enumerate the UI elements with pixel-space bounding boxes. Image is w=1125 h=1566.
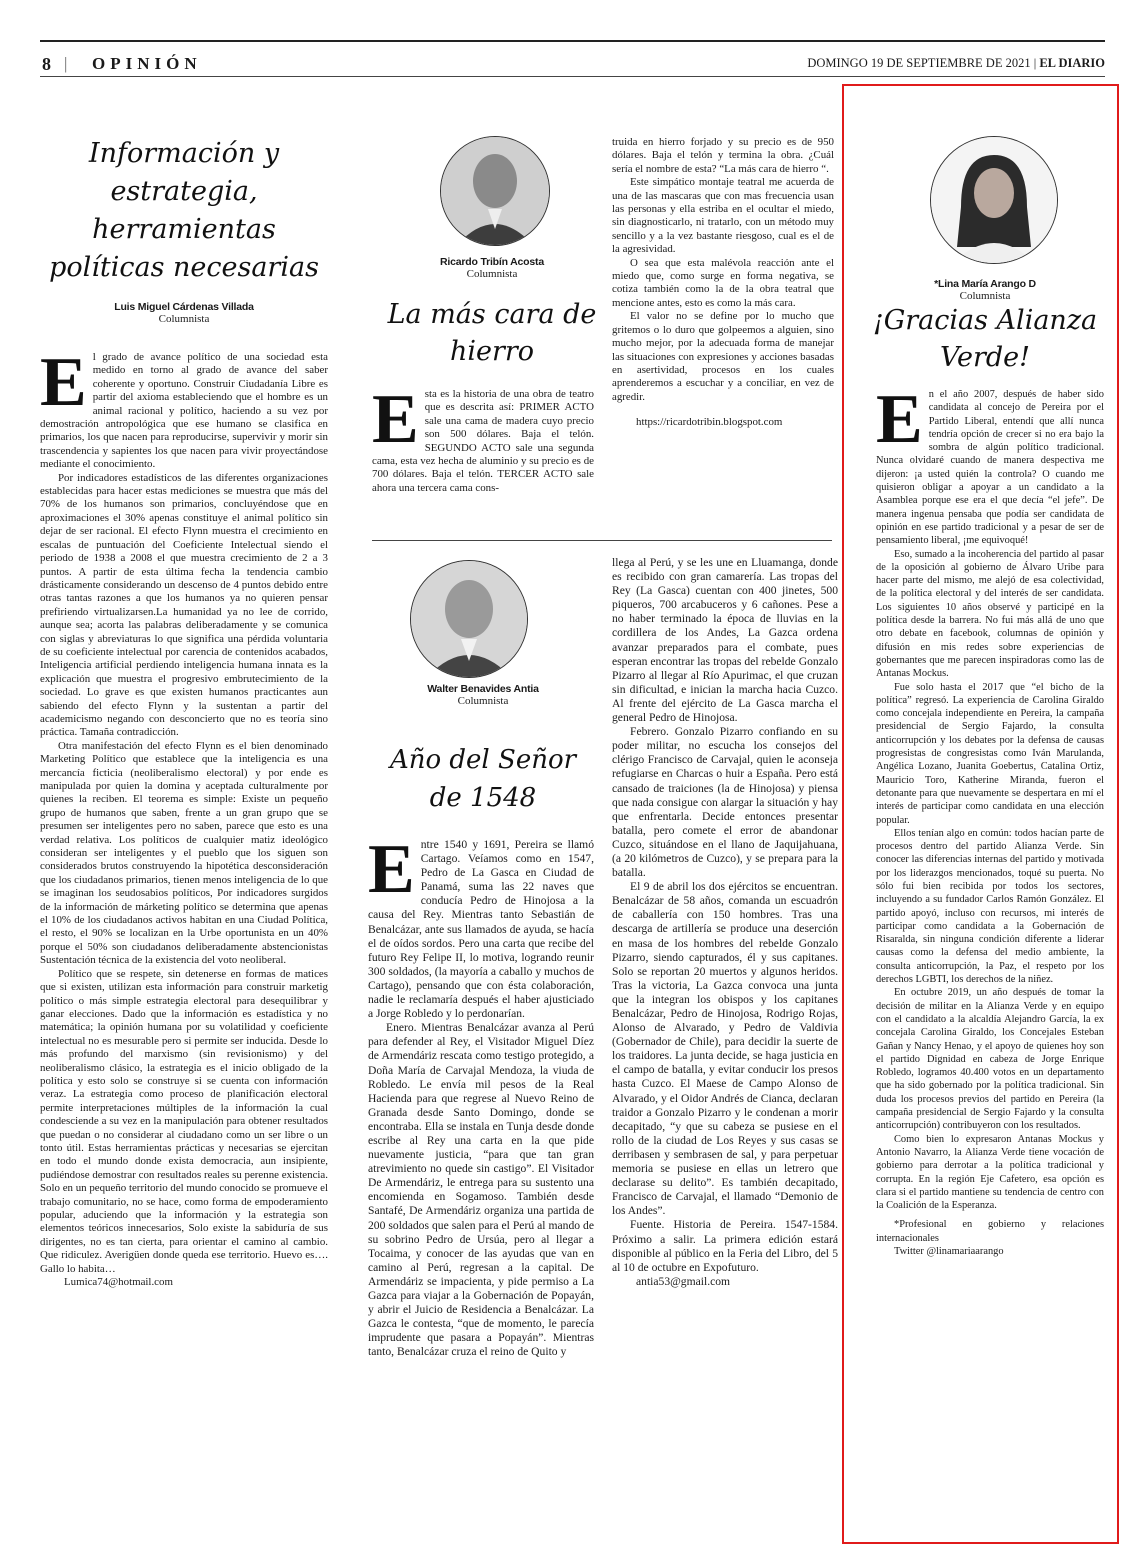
section-divider (372, 540, 832, 541)
masthead (40, 40, 1105, 77)
drop-cap: E (368, 831, 415, 908)
author-role: Columnista (466, 268, 518, 280)
article-paragraph: Por indicadores estadísticos de las diferentes organizaciones establecidas para hacer estas mediciones se muestra que más del 70% de los humanos son primarios, concluyéndose que en aproximaciones el 30% apenas constituye el animal político sin dejar de ser racional. El efecto Flynn muestra el crecimiento en escalas de puntuación del Coeficiente Intelectual siendo el periodo de 1938 a 2008 el que muestra crecimiento de 2 a 3 puntos. A partir de esta última fecha la tendencia cambio drásticamente considerando un descenso de 4 puntos debido entre otras tantas razones a que los humanos ya no quieren pensar prefiriendo virtualizarsen.La humanidad ya no lee de corrido, aunque sea; acorta las palabras deliberadamente y se comunica con siglas y abreviaturas lo que significa una pérdida voluntaria de su coeficiente intelectual por carencia de contenidos acabados, Inteligencia artificial perdiendo inteligencia humana innata es la explicación que muestra el progresivo embrutecimiento de la sociedad. Lo grave es que existen humanos practicantes aun sabiendo del efecto Flynn y la sustentan a partir del academicismo negando con desconcierto que no es teoría sino práctica. Tamaña contradicción. (40, 471, 328, 739)
drop-cap: E (372, 381, 419, 458)
article-paragraph: sta es la historia de una obra de teatro que es descrita así: PRIMER ACTO sale una cama de madera cuyo precio son 500 dólares. Baja el telón. SEGUNDO ACTO sale una segunda cama, esta vez hecha de aluminio y su precio es de 700 dólares. Baja el telón. TERCER ACTO sale ahora una tercera cama cons- (372, 388, 594, 494)
portrait-icon (411, 561, 527, 677)
author-email: Lumica74@hotmail.com (64, 1276, 173, 1289)
drop-cap: E (876, 381, 923, 458)
article-title: La más cara de hierro (387, 299, 597, 367)
author-photo-lina (930, 136, 1058, 264)
article-paragraph: O sea que esta malévola reacción ante el miedo que, como surge en forma negativa, se cotiza también como la de la obra teatral que mencione antes, esto es como la más cara. (612, 256, 834, 309)
author-name: Walter Benavides Antia (427, 683, 539, 695)
article-cara-hierro-col1 (372, 381, 594, 495)
article-paragraph: En octubre 2019, un año después de tomar la decisión de militar en la Alianza Verde y en equipo con el candidato a la alcaldía Alejandro García, la ex concejala Carolina Giraldo, los Concejales Esteban Gañan y Nancy Henao, y el apoyo de quienes hoy son el partido Dignidad en cabeza de Jorge Enrique Robledo, logramos 40.400 votos en un departamento que ha sido gobernado por la política tradicional. Sin duda los procesos previos del partido en Pereira (la campaña presidencial de Sergio Fajardo y la consulta anticorrupción) contribuyeron con los resultados. (876, 987, 1104, 1132)
article-title: Año del Señor de 1548 (389, 745, 577, 813)
article-paragraph: Ellos tenían algo en común: todos hacían parte de procesos dentro del partido Alianza Verde. Sin conocer las diferencias internas del partido y motivada por los liderazgos mencionados, toqué su puerta. No sólo fui bien recibida por todos los sectores, incluyendo a su fundador Carlos Ramón González. El partido apoyó, incluso con recursos, mi interés de participar como candidata a la Gobernación de Risaralda, sin ninguna condición diferente a liderar causas como la defensa del medio ambiente, la consulta anticorrupción, la Paz, el respeto por los derechos LGBTI, los derechos de la niñez. (876, 827, 1104, 986)
article-paragraph: Fuente. Historia de Pereira. 1547-1584. Próximo a salir. La primera edición estará disponible al público en la Feria del Libro, del 5 al 10 de octubre en Expofuturo. (612, 1218, 838, 1274)
article-title: ¡Gracias Alianza Verde! (872, 305, 1098, 373)
author-name: Ricardo Tribín Acosta (440, 256, 544, 268)
author-photo-walter (410, 560, 528, 678)
dateline: DOMINGO 19 DE SEPTIEMBRE DE 2021 | EL DIARIO (807, 56, 1105, 70)
author-email: antia53@gmail.com (636, 1274, 731, 1288)
article-ano-col1 (368, 831, 594, 1359)
article-paragraph: ntre 1540 y 1691, Pereira se llamó Cartago. Veíamos como en 1547, Pedro de La Gasca en Ciudad de Panamá, suma las 22 naves que conducía Pedro de Hinojosa a la causa del Rey. Mientras tanto Sebastián de Benalcázar, ante sus llamados de ayuda, se hacía el de oídos sordos. Pero una carta que recibe del futuro Rey Felipe II, lo motiva, logrando reunir 300 soldados, (la mayoría a caballo y muchos de Cartago), pensando que con ésta colaboración, nadie le reclamaría después el haber ajusticiado a Jorge Robledo y lo perdonarían. (368, 838, 594, 1021)
article-paragraph: Político que se respete, sin detenerse en formas de matices que si existen, utilizan esta información para construir marketig político o más simple estrategia electoral para desequilibrar y ganar elecciones. Dado que la información es estadística y no matemática; la opinión humana por su volatilidad y coeficiente intelectual no es mesurable pero si permite ser inducida. Desde lo más profundo del marxismo (sin revisionismo) y del neoliberalismo clásico, la estrategia es el inicio obligado de la política y esto solo se construye si se cuenta con información veraz. La estrategia como proceso de planificación electoral permite interpretaciones múltiples de la información la cual condesciende a su vez en la manipulación para obtener resultados que puedan o no considerar al ciudadano como un ser libre o un tonto útil. Estas herramientas prácticas y necesarias se ejercitan en todo el mundo donde exista democracia, aun insipiente, pudiéndose demostrar con resultados reales su perenne existencia. Solo en un pequeño territorio del mundo conocido se promueve el trabajo comunitario, no se hace, como forma de empoderamiento popular, aduciendo que la información y la estrategia son elementos teóricos innecesarios, Solo existe la sabiduría de sus dirigentes, no es tan cierta, para orientar el camino al cambio. Que ridiculez. Averigüen donde queda ese territorio. Huevo es…. Gallo lo habita… (40, 967, 328, 1275)
article-paragraph: n el año 2007, después de haber sido candidata al concejo de Pereira por el Partido Liberal, entendí que allí nunca tendría opción de crecer si no era bajo la sombra de algún político tradicional. Nunca olvidaré cuando de manera despectiva me dijeron: ¡a usted quién la controla? O cuando me quisieron obligar a apoyar a un candidato a la Asamblea porque ese era el que decía “el jefe”. De manera ingenua pensaba que podía ser candidata de opinión en ese partido tradicional y a pesar de ser de pensamiento liberal, ¡me equivoqué! (876, 389, 1104, 547)
author-name: Luis Miguel Cárdenas Villada (114, 301, 254, 313)
article-ano-header (372, 683, 594, 817)
portrait-icon (441, 137, 549, 245)
article-paragraph: Enero. Mientras Benalcázar avanza al Perú para defender al Rey, el Visitador Miguel Díez de Armendáriz rescata como testigo protegido, a Doña María de Carvajal Mendoza, la viuda de Robledo. Le envía mil pesos de la Real Hacienda para que regrese al Nuevo Reino de Granada desde Santo Domingo, donde se encontraba. Ella se instala en Tunja desde donde escribe al Rey una carta en la que pide nuevamente justicia, “para que tan gran atrevimiento no quede sin castigo”. El Visitador De Armendáriz, le entrega para su sustento una encomienda en Sogamoso. También desde Santafé, De Armendáriz organiza una partida de 200 soldados que salen para el Perú al mando de su sobrino Pedro de Ursúa, pero al llegar a Tocaima, y conocer de las ayudas que van en camino al Perú, regresan a la capital. De Armendáriz se impacienta, y pide permiso a La Gazca para viajar a la Gobernación de Popayán, y abrir el Juicio de Residencia a Benalcázar. La Gazca le contesta, “que de momento, le parecía imprudente que pasara a Popayán”. Mientras tanto, Benalcázar cruza el reino de Quito y (368, 1021, 594, 1359)
section-title: OPINIÓN (92, 54, 202, 73)
article-paragraph: truida en hierro forjado y su precio es de 950 dólares. Baja el telón y termina la obra. ¿Cuál sería el nombre de esta? “La más cara de hierro “. (612, 136, 834, 175)
article-paragraph: Otra manifestación del efecto Flynn es el bien denominado Marketing Político que establece que la inteligencia es una mercancía ficticia (neoliberalismo electoral) y por ende es manipulada por quien la domina y aceptada culturalmente por quienes la reciben. El teorema es simple: Existe un pequeño grupo de humanos que saben, frente a un gran grupo que se presumen ser inteligentes pero no saben, parece que esto es una verdad relativa. Los políticos de cualquier matiz ideológico consideran ser inteligentes y el pueblo que los siguen son considerados brutos construyendo la hipotética desconsideración que los ciudadanos primarios, tienen menos inteligencia de lo que se imaginan los seudosabios políticos, Por indicadores surgidos de la información de márketing político se determina que apenas el 10% de los ciudadanos activos habitan en una Ciudad Política, el resto, el 90% se localizan en la Urbe oportunista en un 40% porque el 50% son ciudadanos deliberadamente abstencionistas Sustentación técnica de la existencia del voto neoliberal. (40, 739, 328, 967)
article-paragraph: l grado de avance político de una sociedad esta medido en torno al grado de avance del saber coherente y oportuno. Construir Ciudadanía Libre es partir del axioma estableciendo que el hombre es un animal racional y político, haciendo a su vez por demostración antropológica que ese humano se clasifica en primarios, los que nacen para reproducirse, supervivir y morir sin trascendencia y sapientes los que nacen para vivir proyectándose mediante el conocimiento. (40, 351, 328, 471)
article-title: Información y estrategia, herramientas políticas necesarias (49, 138, 319, 283)
masthead-separator: | (64, 54, 68, 73)
portrait-icon (931, 137, 1057, 263)
article-ano-col2 (612, 556, 838, 1289)
article-paragraph: Como bien lo expresaron Antanas Mockus y Antonio Navarro, la Alianza Verde tiene vocación de gobierno para derrotar a la política tradicional y corrupta. En la región Eje Cafetero, esa opción es clara si el partido mantiene su tendencia de centro con la Coalición de la Esperanza. (876, 1133, 1104, 1212)
issue-date: DOMINGO 19 DE SEPTIEMBRE DE 2021 (807, 56, 1031, 70)
article-cara-hierro-col2 (612, 136, 834, 430)
article-alianza-body (876, 381, 1104, 1258)
article-paragraph: Este simpático montaje teatral me acuerda de una de las mascaras que con mas frecuencia usan las personas y ella estriba en el ocultar el miedo, sin diagnosticarlo, ni tratarlo, con un método muy sencillo y a la vez bastante riesgoso, cual es el de la agresividad. (612, 176, 834, 256)
author-photo-ricardo (440, 136, 550, 246)
drop-cap: E (40, 344, 87, 421)
article-informacion (40, 135, 328, 1289)
author-role: Columnista (457, 695, 509, 707)
article-paragraph: Febrero. Gonzalo Pizarro confiando en su poder militar, no escucha los consejos del clérigo Francisco de Carvajal, quien le aconseja refugiarse en Charcas o huir a España. Pero está cansado de traiciones (la de Hinojosa) y piensa que nada consigue con alargar la situación y hay que enfrentarla. Decide entonces presentar batalla, pero comete el error de abandonar Cuzco, situándose en el llano de Jaquijahuana, (a 20 kilómetros de Cuzco), y se prepara para la batalla. (612, 725, 838, 880)
article-paragraph: El valor no se define por lo mucho que gritemos o lo duro que golpeemos a alguien, sino mucho mejor, por la adecuada forma de manejar las situaciones con expresiones y acciones basadas en asertividad, procesos en los cuales aprenderemos a escuchar y a conciliar, en vez de agredir. (612, 310, 834, 403)
article-cara-hierro-header (372, 256, 612, 370)
article-paragraph: El 9 de abril los dos ejércitos se encuentran. Benalcázar de 58 años, comanda un escuadrón de caballería con 150 hombres. Tras una descarga de artillería se produce una deserción en masa de los hombres del rebelde Gonzalo Pizarro, siendo capturados, él y sus capitanes. Solo se reportan 20 muertos y algunos heridos. Tras la victoria, La Gazca convoca una junta que la integran los obispos y los capitanes Benalcázar, Pedro de Hinojosa, Rodrigo Rojas, Alonso de Alvarado, y Pedro de Valdivia (Gobernador de Chile), para decidir la suerte de los traidores. La junta decide, se haga justicia en el campo de batalla, y evitar conducir los presos hasta Cuzco. El Maese de Campo Alonso de Alvarado, y el Oidor Andrés de Cianca, declaran traidor a Gonzalo Pizarro y le condenan a morir decapitado, “y que su cabeza se pusiese en el rollo de la ciudad de Los Reyes y sus casas se derribasen y sembrasen de sal, y para perpetuar memoria se pusiese en ellas un letrero que declarase su delito”. Es también decapitado, Francisco de Carvajal, el llamado “Demonio de los Andes”. (612, 880, 838, 1218)
author-blog: https://ricardotribin.blogspot.com (636, 416, 783, 429)
author-twitter: Twitter @linamariaarango (894, 1246, 1004, 1257)
article-paragraph: Eso, sumado a la incoherencia del partido al pasar de la oposición al gobierno de Álvaro Uribe para hacer parte del mismo, me alejó de esa colectividad, de la política electoral y del interés de ser candidata. Los siguientes 10 años observé y participé en la política desde la barrera. No fui más allá de uno que otro debate en facebook, columnas de opinión y difusión en mis redes sobre experiencias de gobernantes que me parecen inspiradoras como las de Antanas Mockus. (876, 548, 1104, 680)
article-paragraph: Fue solo hasta el 2017 que “el bicho de la política” regresó. La experiencia de Carolina Giraldo como concejala independiente en Pereira, la campaña presidencial de Sergio Fajardo, la consulta anticorrupción y los debates por la defensa de causas progresistas de congresistas como Iván Marulanda, Angélica Lozano, Juanita Goebertus, Catalina Ortiz, Mauricio Toro, Katherine Miranda, fueron el detonante para que nuevamente se despertara en mí el interés de participar como candidata en una elección popular. (876, 681, 1104, 826)
article-paragraph: llega al Perú, y se les une en Lluamanga, donde es recibido con gran camarería. Las tropas del Rey (La Gasca) cuentan con 400 jinetes, 500 piqueros, 700 arcabuceros y 6 cañones. Pese a no haber terminado la época de lluvias en la cordillera de los Andes, La Gazca ordena avanzar preparados para el combate, pues esperan encontrar las tropas del rebelde Gonzalo Pizarro al llegar al Río Apurimac, el que cruzan sin dificultad, e inician la marcha hacia Cuzco. Al frente del ejército de La Gasca marcha el general Pedro de Hinojosa. (612, 556, 838, 725)
newspaper-name: EL DIARIO (1039, 56, 1105, 70)
author-footnote: *Profesional en gobierno y relaciones internacionales (876, 1219, 1104, 1244)
author-name: *Lina María Arango D (934, 278, 1036, 290)
page-number: 8 (42, 54, 52, 74)
article-alianza-header (865, 278, 1105, 376)
author-role: Columnista (158, 313, 210, 325)
author-role: Columnista (959, 290, 1011, 302)
